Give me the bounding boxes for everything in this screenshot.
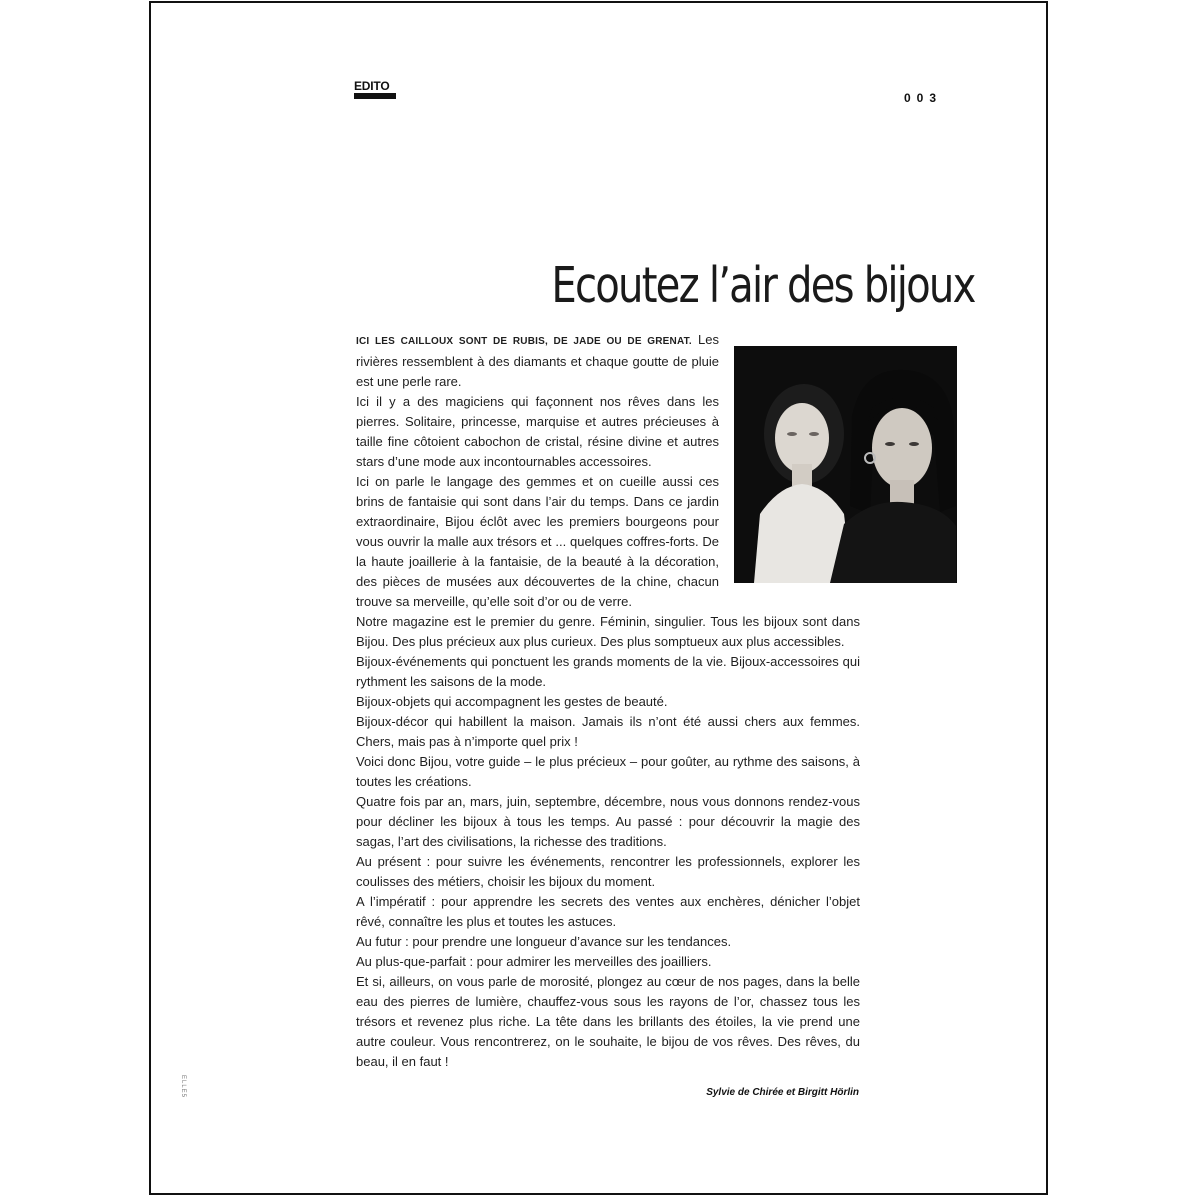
section-label-bar — [354, 93, 396, 99]
paragraph: Et si, ailleurs, on vous parle de morosité, plongez au cœur de nos pages, dans la belle eau des pierres de lumière, chauffez-vous sous les rayons de l’or, chassez tous les trésors et revenez plus riche. La tête dans les brillants des étoiles, la vie prend une autre couleur. Vous rencontrerez, on le souhaite, le bijou de vos rêves. Des rêves, du beau, il en faut ! — [356, 974, 860, 1069]
margin-code: ELLE5 — [180, 1075, 186, 1099]
paragraph: Ici on parle le langage des gemmes et on cueille aussi ces brins de fantaisie qui sont dans l’air du temps. Dans ce jardin extraordinaire, Bijou éclôt avec les premiers bourgeons pour vous ouvrir la malle aux trésors et ... quelques coffres-forts. De la haute joaillerie à la fantaisie, de la beauté à la décoration, des pièces de musées aux découvertes de la chine, chacun trouve sa merveille, qu’elle soit d’or ou de verre. — [356, 474, 719, 609]
lead-in: ICI LES CAILLOUX SONT DE RUBIS, DE JADE OU DE GRENAT. — [356, 336, 692, 347]
lead-text: Les rivières ressemblent à des diamants et chaque goutte de pluie est une perle rare. — [356, 332, 719, 389]
paragraph: A l’impératif : pour apprendre les secrets des ventes aux enchères, dénicher l’objet rêvé, connaître les plus et toutes les astuces. — [356, 894, 860, 929]
portrait-photo — [734, 346, 957, 583]
paragraph: Bijoux-objets qui accompagnent les gestes de beauté. — [356, 694, 668, 709]
paragraph: Bijoux-décor qui habillent la maison. Jamais ils n’ont été aussi chers aux femmes. Chers, mais pas à n’importe quel prix ! — [356, 714, 860, 749]
paragraph: Bijoux-événements qui ponctuent les grands moments de la vie. Bijoux-accessoires qui rythment les saisons de la mode. — [356, 654, 860, 689]
paragraph: Au présent : pour suivre les événements, rencontrer les professionnels, explorer les coulisses des métiers, choisir les bijoux du moment. — [356, 854, 860, 889]
paragraph: Au plus-que-parfait : pour admirer les merveilles des joailliers. — [356, 954, 712, 969]
portrait-photo-image — [734, 346, 957, 583]
paragraph: Notre magazine est le premier du genre. Féminin, singulier. Tous les bijoux sont dans Bijou. Des plus précieux aux plus curieux. Des plus somptueux aux plus accessibles. — [356, 614, 860, 649]
paragraph: Ici il y a des magiciens qui façonnent nos rêves dans les pierres. Solitaire, princesse, marquise et autres précieuses à taille fine côtoient cabochon de cristal, résine divine et autres stars d’une mode aux incontournables accessoires. — [356, 394, 719, 469]
paragraph: Voici donc Bijou, votre guide – le plus précieux – pour goûter, au rythme des saisons, à toutes les créations. — [356, 754, 860, 789]
paragraph: Au futur : pour prendre une longueur d’avance sur les tendances. — [356, 934, 732, 949]
page-number: 003 — [904, 91, 943, 105]
section-label: EDITO — [354, 79, 390, 93]
signature: Sylvie de Chirée et Birgitt Hörlin — [706, 1087, 859, 1098]
paragraph: Quatre fois par an, mars, juin, septembre, décembre, nous vous donnons rendez-vous pour décliner les bijoux à tous les temps. Au passé : pour découvrir la magie des sagas, l’art des civilisations, la richesse des traditions. — [356, 794, 860, 849]
editorial-body — [356, 330, 860, 1072]
headline: Ecoutez l’air des bijoux — [551, 256, 975, 314]
